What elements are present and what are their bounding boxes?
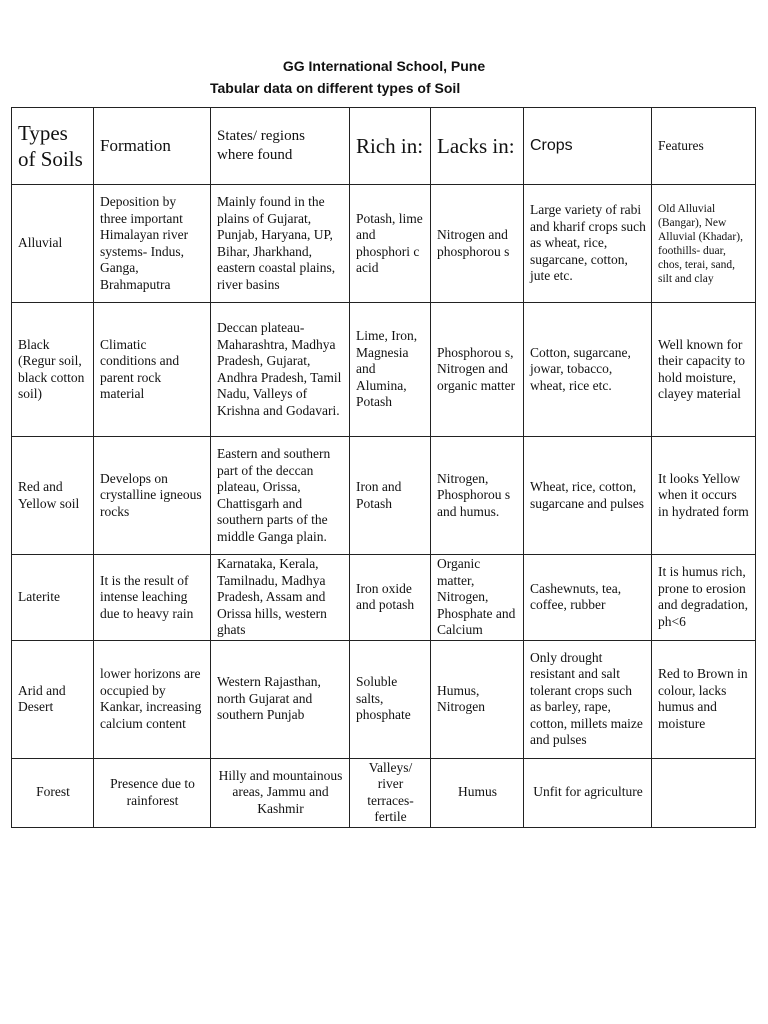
lacks-in-cell: Humus, Nitrogen [431, 640, 524, 758]
table-row [12, 555, 756, 641]
soil-type-cell: Alluvial [12, 185, 94, 303]
soil-type-cell: Forest [12, 758, 94, 827]
formation-cell: Presence due to rainforest [94, 758, 211, 827]
school-title: GG International School, Pune [282, 58, 486, 74]
rich-in-cell: Iron oxide and potash [350, 555, 431, 641]
document-header [0, 56, 768, 96]
column-header-rich-in: Rich in: [350, 108, 431, 185]
regions-cell: Eastern and southern part of the deccan plateau, Orissa, Chattisgarh and southern parts of the middle Ganga plain. [211, 437, 350, 555]
formation-cell: It is the result of intense leaching due to heavy rain [94, 555, 211, 641]
rich-in-cell: Iron and Potash [350, 437, 431, 555]
rich-in-cell: Potash, lime and phosphori c acid [350, 185, 431, 303]
table-row [12, 303, 756, 437]
lacks-in-cell: Nitrogen and phosphorou s [431, 185, 524, 303]
rich-in-cell: Lime, Iron, Magnesia and Alumina, Potash [350, 303, 431, 437]
formation-cell: Deposition by three important Himalayan river systems- Indus, Ganga, Brahmaputra [94, 185, 211, 303]
formation-cell: Develops on crystalline igneous rocks [94, 437, 211, 555]
features-cell: Well known for their capacity to hold moisture, clayey material [652, 303, 756, 437]
features-cell: It is humus rich, prone to erosion and degradation, ph<6 [652, 555, 756, 641]
soil-type-cell: Arid and Desert [12, 640, 94, 758]
soil-table [11, 107, 756, 828]
document-subtitle: Tabular data on different types of Soil [210, 80, 461, 96]
table-row [12, 185, 756, 303]
table-row [12, 437, 756, 555]
soil-type-cell: Red and Yellow soil [12, 437, 94, 555]
lacks-in-cell: Nitrogen, Phosphorou s and humus. [431, 437, 524, 555]
formation-cell: lower horizons are occupied by Kankar, increasing calcium content [94, 640, 211, 758]
crops-cell: Cashewnuts, tea, coffee, rubber [524, 555, 652, 641]
column-header-lacks-in: Lacks in: [431, 108, 524, 185]
column-header-regions: States/ regions where found [211, 108, 350, 185]
regions-cell: Hilly and mountainous areas, Jammu and Kashmir [211, 758, 350, 827]
crops-cell: Unfit for agriculture [524, 758, 652, 827]
lacks-in-cell: Humus [431, 758, 524, 827]
crops-cell: Cotton, sugarcane, jowar, tobacco, wheat, rice etc. [524, 303, 652, 437]
lacks-in-cell: Phosphorou s, Nitrogen and organic matter [431, 303, 524, 437]
crops-cell: Wheat, rice, cotton, sugarcane and pulses [524, 437, 652, 555]
rich-in-cell: Soluble salts, phosphate [350, 640, 431, 758]
regions-cell: Western Rajasthan, north Gujarat and southern Punjab [211, 640, 350, 758]
table-header-row [12, 108, 756, 185]
column-header-formation: Formation [94, 108, 211, 185]
features-cell [652, 758, 756, 827]
features-cell: It looks Yellow when it occurs in hydrated form [652, 437, 756, 555]
regions-cell: Deccan plateau- Maharashtra, Madhya Pradesh, Gujarat, Andhra Pradesh, Tamil Nadu, Valleys of Krishna and Godavari. [211, 303, 350, 437]
crops-cell: Only drought resistant and salt tolerant crops such as barley, rape, cotton, millets maize and pulses [524, 640, 652, 758]
soil-type-cell: Laterite [12, 555, 94, 641]
soil-type-cell: Black (Regur soil, black cotton soil) [12, 303, 94, 437]
table-row [12, 640, 756, 758]
column-header-types: Types of Soils [12, 108, 94, 185]
features-cell: Red to Brown in colour, lacks humus and moisture [652, 640, 756, 758]
regions-cell: Karnataka, Kerala, Tamilnadu, Madhya Pradesh, Assam and Orissa hills, western ghats [211, 555, 350, 641]
crops-cell: Large variety of rabi and kharif crops such as wheat, rice, sugarcane, cotton, jute etc. [524, 185, 652, 303]
regions-cell: Mainly found in the plains of Gujarat, Punjab, Haryana, UP, Bihar, Jharkhand, eastern coastal plains, river basins [211, 185, 350, 303]
lacks-in-cell: Organic matter, Nitrogen, Phosphate and Calcium [431, 555, 524, 641]
column-header-crops: Crops [524, 108, 652, 185]
table-row [12, 758, 756, 827]
rich-in-cell: Valleys/ river terraces- fertile [350, 758, 431, 827]
column-header-features: Features [652, 108, 756, 185]
formation-cell: Climatic conditions and parent rock material [94, 303, 211, 437]
features-cell: Old Alluvial (Bangar), New Alluvial (Khadar), foothills- duar, chos, terai, sand, silt and clay [652, 185, 756, 303]
